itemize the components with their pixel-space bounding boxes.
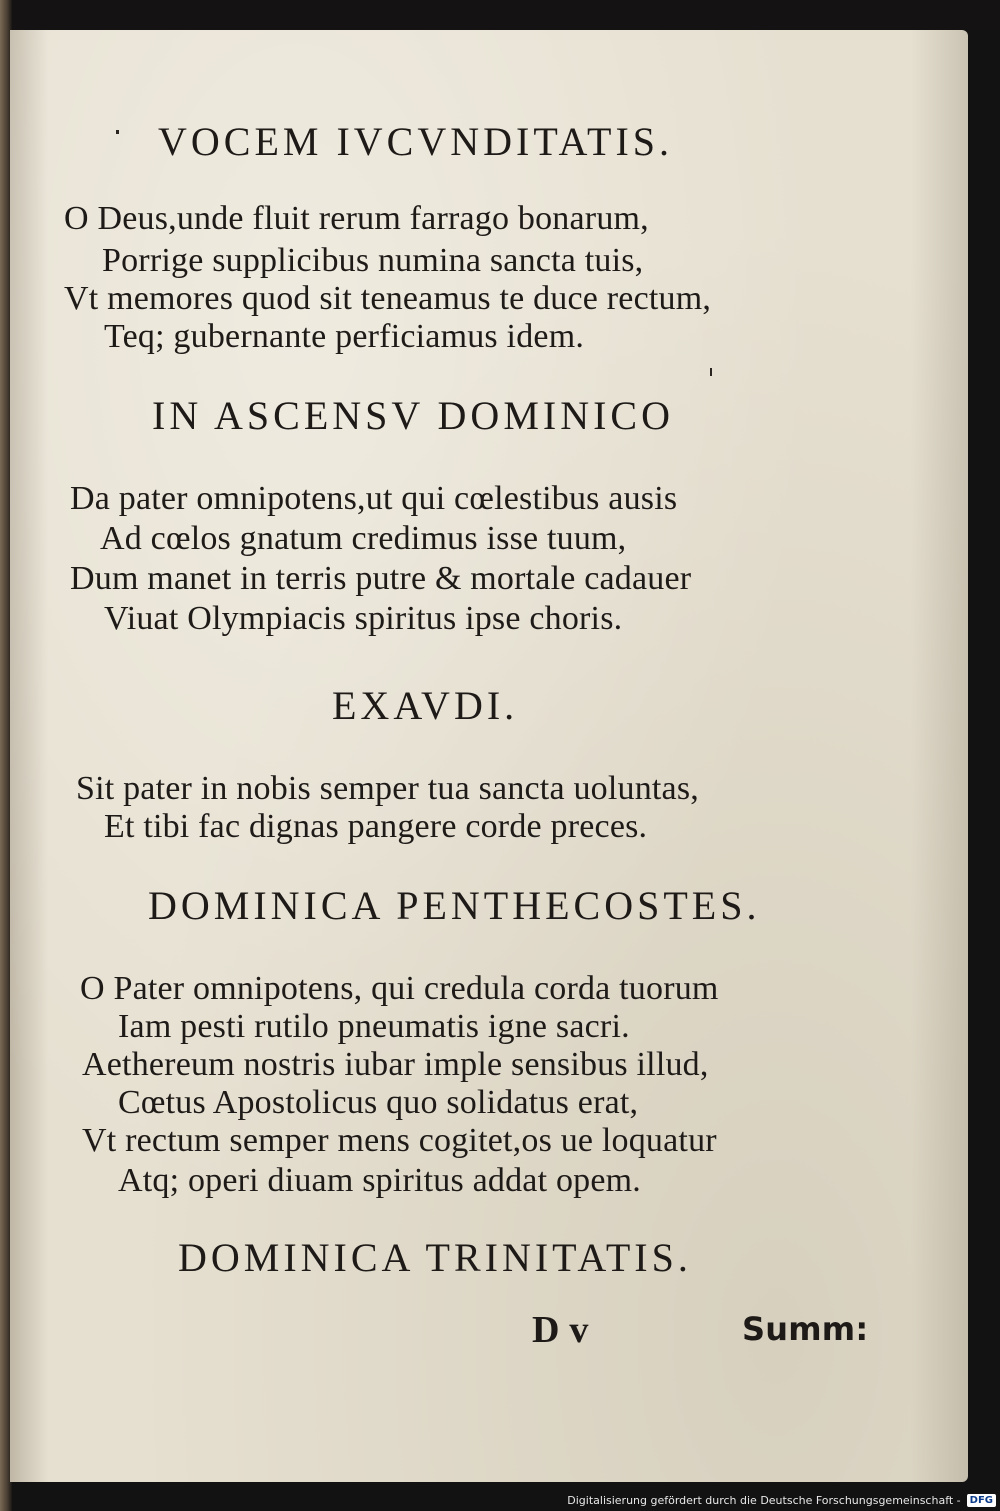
ink-speck — [710, 368, 712, 376]
section-heading: VOCEM IVCVNDITATIS. — [158, 119, 674, 164]
verse-line: Porrige supplicibus numina sancta tuis, — [102, 242, 644, 279]
verse-line: Da pater omnipotens,ut qui cœlestibus ausis — [70, 480, 678, 517]
verse-line: Atq; operi diuam spiritus addat opem. — [118, 1162, 641, 1199]
verse-line: Dum manet in terris putre & mortale cadauer — [70, 560, 692, 597]
section-heading: DOMINICA TRINITATIS. — [178, 1235, 692, 1280]
verse-line: Cœtus Apostolicus quo solidatus erat, — [118, 1084, 639, 1121]
verse-line: Sit pater in nobis semper tua sancta uoluntas, — [76, 770, 699, 807]
verse-line: Aethereum nostris iubar imple sensibus illud, — [82, 1046, 709, 1083]
section-heading: IN ASCENSV DOMINICO — [152, 393, 674, 438]
verse-line: Teq; gubernante perficiamus idem. — [104, 318, 585, 355]
verse-line: O Deus,unde fluit rerum farrago bonarum, — [64, 200, 649, 237]
verse-line: O Pater omnipotens, qui credula corda tuorum — [80, 970, 719, 1007]
dfg-logo: DFG — [967, 1494, 996, 1507]
scan-top-border — [0, 0, 1000, 30]
verse-line: Vt rectum semper mens cogitet,os ue loquatur — [82, 1122, 717, 1159]
verse-line: Et tibi fac dignas pangere corde preces. — [104, 808, 648, 845]
verse-line: Ad cœlos gnatum credimus isse tuum, — [100, 520, 627, 557]
section-heading: DOMINICA PENTHECOSTES. — [148, 883, 761, 928]
signature-mark: D v — [532, 1309, 589, 1351]
verse-line: Viuat Olympiacis spiritus ipse choris. — [104, 600, 623, 637]
verse-line: Iam pesti rutilo pneumatis igne sacri. — [118, 1008, 630, 1045]
digitization-credit — [567, 1489, 1000, 1511]
catchword: Summ: — [742, 1310, 869, 1348]
credit-text: Digitalisierung gefördert durch die Deutsche Forschungsgemeinschaft - — [567, 1493, 961, 1507]
book-page — [10, 30, 968, 1482]
section-heading: EXAVDI. — [332, 683, 519, 728]
ink-speck — [116, 130, 119, 134]
verse-line: Vt memores quod sit teneamus te duce rectum, — [64, 280, 712, 317]
